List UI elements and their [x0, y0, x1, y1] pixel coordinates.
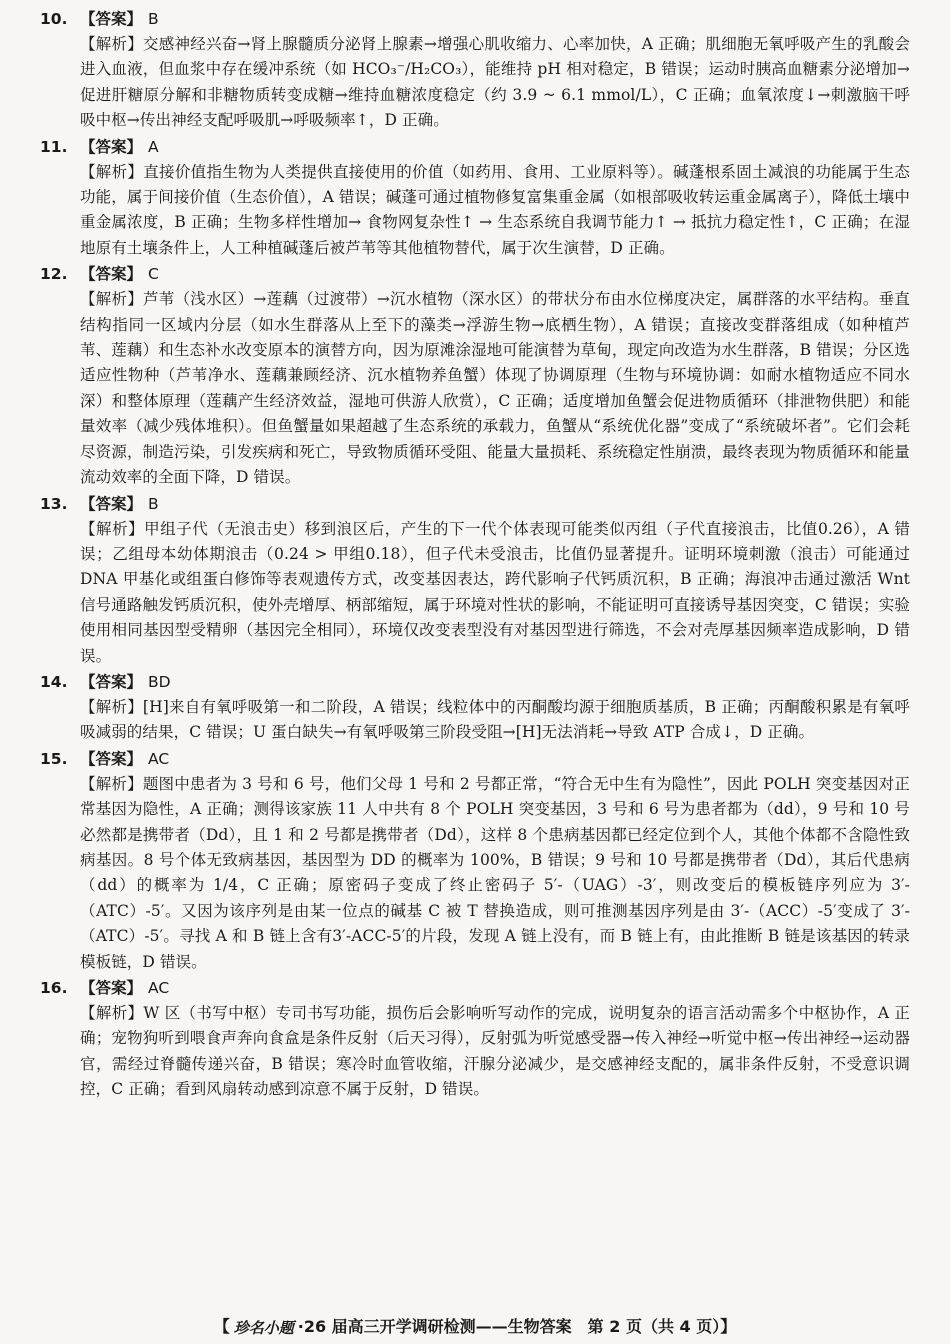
answer-value: AC — [148, 979, 170, 997]
question-number: 12. — [40, 265, 68, 284]
answer-line — [40, 746, 910, 772]
footer-text: ·26 届高三开学调研检测——生物答案 第 2 页（共 4 页） — [297, 1317, 721, 1336]
answer-value: AC — [148, 749, 170, 768]
answer-tag: 【答案】 — [80, 137, 143, 156]
footer-bracket-close: 】 — [720, 1317, 737, 1336]
answer-value: C — [148, 265, 159, 284]
analysis-text: 【解析】芦苇（浅水区）→莲藕（过渡带）→沉水植物（深水区）的带状分布由水位梯度决定，属群落的水平结构。垂直结构指同一区域内分层（如水生群落从上至下的藻类→浮游生物→底栖生物），A 错误；直接改变群落组成（如种植芦苇、莲藕）和生态补水改变原本的演替方向，因为原滩涂湿地可能演替为草甸，现定向改造为水生群落，B 错误；分区选适应性物种（芦苇净水、莲藕兼顾经济、沉水植物养鱼蟹）体现了协调原理（生物与环境协调：如耐水植物适应不同水深）和整体原理（莲藕产生经济效益，湿地可供游人欣赏），C 正确；适度增加鱼蟹会促进物质循环（排泄物供肥）和能量效率（减少残体堆积）。但鱼蟹量如果超越了生态系统的承载力，鱼蟹从“系统优化器”变成了“系统破坏者”。它们会耗尽资源，制造污染，引发疾病和死亡，导致物质循环受阻、能量大量损耗、系统稳定性崩溃，最终表现为物质循环和能量流动效率的全面下降，D 错误。 — [80, 290, 910, 487]
question-number: 15. — [40, 749, 68, 768]
analysis-text: 【解析】[H]来自有氧呼吸第一和二阶段，A 错误；线粒体中的丙酮酸均源于细胞质基质，B 正确；丙酮酸积累是有氧呼吸减弱的结果，C 错误；U 蛋白缺失→有氧呼吸第三阶段受阻→[H]无法消耗→导致 ATP 合成↓，D 正确。 — [80, 697, 910, 742]
answer-tag: 【答案】 — [80, 672, 143, 691]
question-number: 10. — [40, 10, 68, 28]
analysis-text: 【解析】交感神经兴奋→肾上腺髓质分泌肾上腺素→增强心肌收缩力、心率加快，A 正确；肌细胞无氧呼吸产生的乳酸会进入血液，但血浆中存在缓冲系统（如 HCO₃⁻/H₂CO₃），能维持 pH 相对稳定，B 错误；运动时胰高血糖素分泌增加→促进肝糖原分解和非糖物质转变成糖→维持血糖浓度稳定（约 3.9 ~ 6.1 mmol/L），C 正确；血氧浓度↓→刺激脑干呼吸中枢→传出神经支配呼吸肌→呼吸频率↑，D 正确。 — [80, 35, 910, 130]
question-13 — [40, 491, 910, 669]
answer-tag: 【答案】 — [80, 494, 143, 513]
question-14 — [40, 669, 910, 746]
question-10 — [40, 6, 910, 134]
answer-tag: 【答案】 — [80, 979, 143, 997]
answer-line — [40, 6, 910, 32]
answer-value: B — [148, 10, 159, 28]
question-11 — [40, 134, 910, 262]
answer-value: A — [148, 137, 159, 156]
analysis-text: 【解析】W 区（书写中枢）专司书写功能，损伤后会影响听写动作的完成，说明复杂的语言活动需多个中枢协作，A 正确；宠物狗听到喂食声奔向食盒是条件反射（后天习得），反射弧为听觉感受器→传入神经→听觉中枢→传出神经→运动器官，需经过脊髓传递兴奋，B 错误；寒冷时血管收缩，汗腺分泌减少，是交感神经支配的，属非条件反射，不受意识调控，C 正确；看到风扇转动感到凉意不属于反射，D 错误。 — [80, 1004, 910, 1099]
page-footer — [0, 1314, 950, 1338]
answer-line — [40, 491, 910, 517]
publisher-logo: 珍名小题 — [233, 1319, 294, 1337]
question-12 — [40, 261, 910, 490]
question-number: 13. — [40, 494, 68, 513]
question-number: 16. — [40, 979, 68, 997]
footer-bracket-open: 【 — [213, 1317, 230, 1336]
analysis-text: 【解析】直接价值指生物为人类提供直接使用的价值（如药用、食用、工业原料等）。碱蓬根系固土减浪的功能属于生态功能，属于间接价值（生态价值），A 错误；碱蓬可通过植物修复富集重金属（如根部吸收转运重金属离子），降低土壤中重金属浓度，B 正确；生物多样性增加→ 食物网复杂性↑ → 生态系统自我调节能力↑ → 抵抗力稳定性↑，C 正确；在湿地原有土壤条件上，人工种植碱蓬后被芦苇等其他植物替代，属于次生演替，D 正确。 — [80, 162, 910, 257]
analysis-text: 【解析】题图中患者为 3 号和 6 号，他们父母 1 号和 2 号都正常，“符合无中生有为隐性”，因此 POLH 突变基因对正常基因为隐性，A 正确；测得该家族 11 人中共有 8 个 POLH 突变基因，3 号和 6 号为患者都为（dd），9 号和 10 号必然都是携带者（Dd），且 1 和 2 号都是携带者（Dd），这样 8 个患病基因都已经定位到个人，其他个体都不含隐性致病基因。8 号个体无致病基因，基因型为 DD 的概率为 100%，B 错误；9 号和 10 号都是携带者（Dd），其后代患病（dd）的概率为 1/4，C 正确；原密码子变成了终止密码子 5′-（UAG）-3′，则改变后的模板链序列应为 3′-（ATC）-5′。又因为该序列是由某一位点的碱基 C 被 T 替换造成，则可推测基因序列是由 3′-（ACC）-5′变成了 3′-（ATC）-5′。寻找 A 和 B 链上含有3′-ACC-5′的片段，发现 A 链上没有，而 B 链上有，由此推断 B 链是该基因的转录模板链，D 错误。 — [80, 774, 910, 971]
answer-tag: 【答案】 — [80, 749, 143, 768]
answer-line — [40, 669, 910, 695]
answer-tag: 【答案】 — [80, 10, 143, 28]
answer-line — [40, 134, 910, 160]
answer-line — [40, 975, 910, 1001]
answer-line — [40, 261, 910, 287]
question-list — [40, 6, 910, 1103]
answer-tag: 【答案】 — [80, 265, 143, 284]
analysis-text: 【解析】甲组子代（无浪击史）移到浪区后，产生的下一代个体表现可能类似丙组（子代直接浪击，比值0.26），A 错误；乙组母本幼体期浪击（0.24 > 甲组0.18），但子代未受浪击，比值仍显著提升。证明环境刺激（浪击）可能通过 DNA 甲基化或组蛋白修饰等表观遗传方式，改变基因表达，跨代影响子代钙质沉积，B 正确；海浪冲击通过激活 Wnt 信号通路触发钙质沉积，使外壳增厚、柄部缩短，属于环境对性状的影响，不能证明可直接诱导基因突变，C 错误；实验使用相同基因型受精卵（基因完全相同），环境仅改变表型没有对基因型进行筛选，不会对壳厚基因频率造成影响，D 错误。 — [80, 519, 910, 665]
question-number: 11. — [40, 137, 68, 156]
answer-value: BD — [148, 672, 171, 691]
answer-value: B — [148, 494, 159, 513]
question-15 — [40, 746, 910, 975]
question-16 — [40, 975, 910, 1103]
question-number: 14. — [40, 672, 68, 691]
